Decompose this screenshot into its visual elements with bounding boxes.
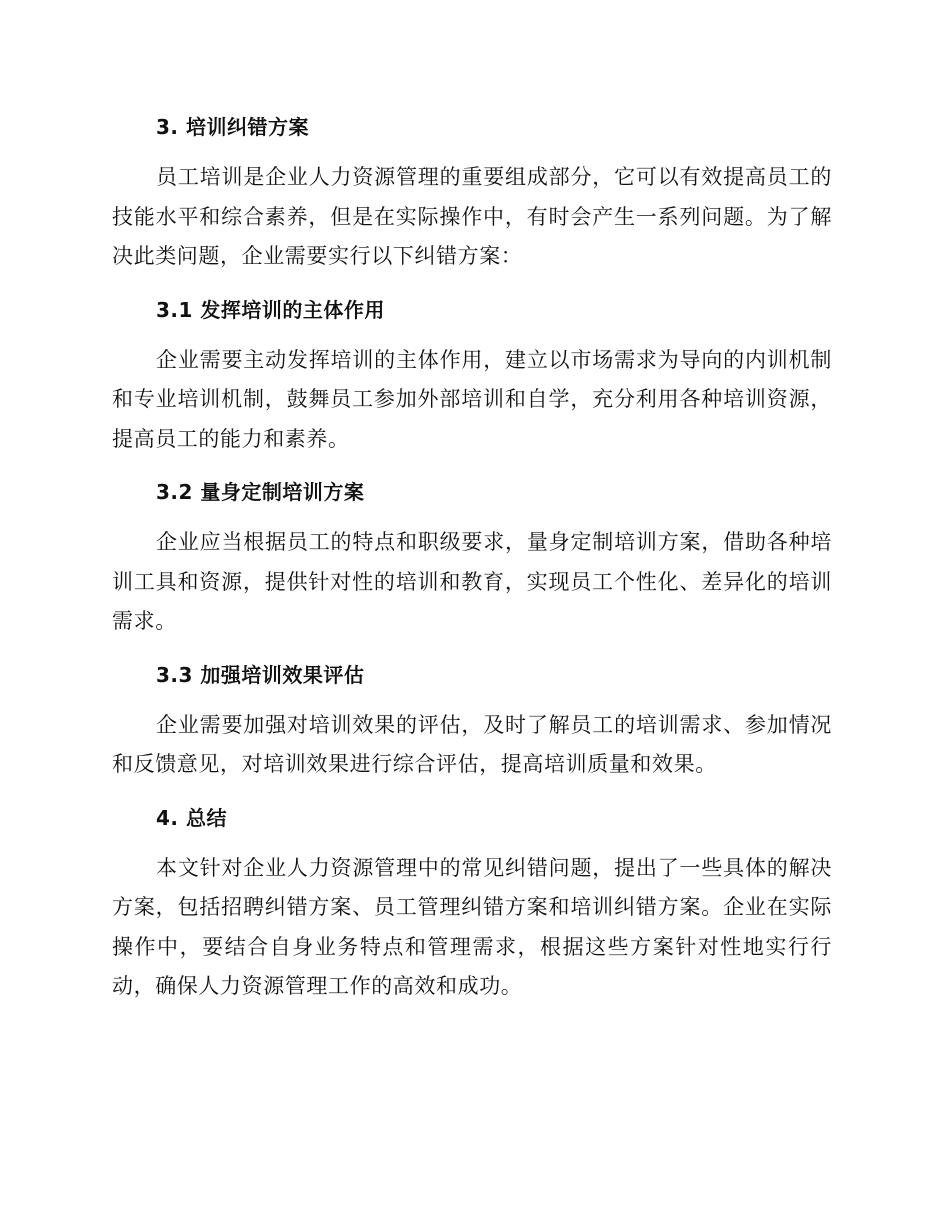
section-heading-3: 3. 培训纠错方案 (156, 115, 309, 139)
section-paragraph-3-1: 企业需要主动发挥培训的主体作用，建立以市场需求为导向的内训机制和专业培训机制，鼓舞员工参加外部培训和自学，充分利用各种培训资源，提高员工的能力和素养。 (112, 347, 832, 451)
section-paragraph-3-3: 企业需要加强对培训效果的评估，及时了解员工的培训需求、参加情况和反馈意见，对培训效果进行综合评估，提高培训质量和效果。 (112, 712, 832, 776)
section-paragraph-4: 本文针对企业人力资源管理中的常见纠错问题，提出了一些具体的解决方案，包括招聘纠错方案、员工管理纠错方案和培训纠错方案。企业在实际操作中，要结合自身业务特点和管理需求，根据这些方案针对性地实行行动，确保人力资源管理工作的高效和成功。 (112, 855, 832, 998)
section-paragraph-3-2: 企业应当根据员工的特点和职级要求，量身定制培训方案，借助各种培训工具和资源，提供针对性的培训和教育，实现员工个性化、差异化的培训需求。 (112, 530, 832, 633)
section-heading-3-1: 3.1 发挥培训的主体作用 (156, 297, 385, 322)
section-paragraph-3: 员工培训是企业人力资源管理的重要组成部分，它可以有效提高员工的技能水平和综合素养，但是在实际操作中，有时会产生一系列问题。为了解决此类问题，企业需要实行以下纠错方案： (112, 165, 832, 268)
document-body (112, 108, 832, 1021)
section-heading-4: 4. 总结 (156, 805, 227, 830)
section-heading-3-3: 3.3 加强培训效果评估 (156, 662, 365, 687)
section-heading-3-2: 3.2 量身定制培训方案 (156, 480, 365, 504)
